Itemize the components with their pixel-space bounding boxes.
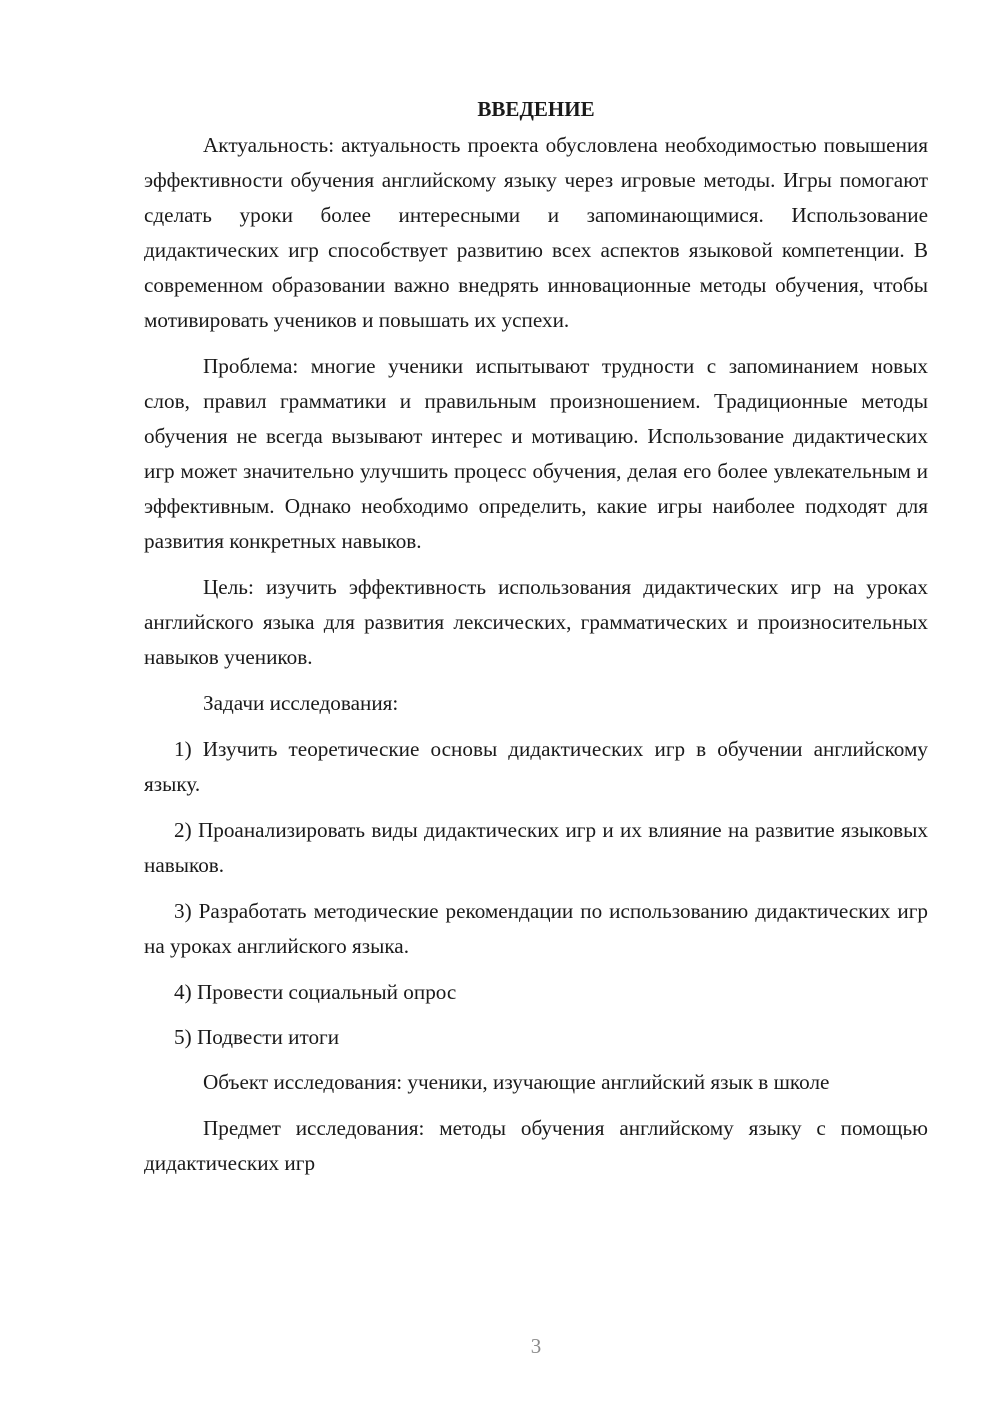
page-number: 3 xyxy=(530,1334,542,1358)
paragraph-problem: Проблема: многие ученики испытывают трудности с запоминанием новых слов, правил грамматики и правильным произношением. Традиционные методы обучения не всегда вызывают интерес и мотивацию. Использование дидактических игр может значительно улучшить процесс обучения, делая его более увлекательным и эффективным. Однако необходимо определить, какие игры наиболее подходят для развития конкретных навыков. xyxy=(144,354,928,553)
paragraph-subject: Предмет исследования: методы обучения английскому языку с помощью дидактических игр xyxy=(144,1116,928,1175)
task-item-1: 1) Изучить теоретические основы дидактических игр в обучении английскому языку. xyxy=(144,737,928,796)
paragraph-relevance: Актуальность: актуальность проекта обусловлена необходимостью повышения эффективности обучения английскому языку через игровые методы. Игры помогают сделать уроки более интересными и запоминающимися. Использование дидактических игр способствует развитию всех аспектов языковой компетенции. В современном образовании важно внедрять инновационные методы обучения, чтобы мотивировать учеников и повышать их успехи. xyxy=(144,133,928,332)
document-page xyxy=(144,92,928,1192)
paragraph-object: Объект исследования: ученики, изучающие английский язык в школе xyxy=(203,1070,830,1094)
task-item-4: 4) Провести социальный опрос xyxy=(174,980,457,1004)
task-item-3: 3) Разработать методические рекомендации по использованию дидактических игр на уроках английского языка. xyxy=(144,899,928,958)
page-title: ВВЕДЕНИЕ xyxy=(477,97,595,121)
task-item-5: 5) Подвести итоги xyxy=(174,1025,340,1049)
task-item-2: 2) Проанализировать виды дидактических игр и их влияние на развитие языковых навыков. xyxy=(144,818,928,877)
paragraph-goal: Цель: изучить эффективность использования дидактических игр на уроках английского языка для развития лексических, грамматических и произносительных навыков учеников. xyxy=(144,575,928,669)
paragraph-tasks-heading: Задачи исследования: xyxy=(203,691,399,715)
